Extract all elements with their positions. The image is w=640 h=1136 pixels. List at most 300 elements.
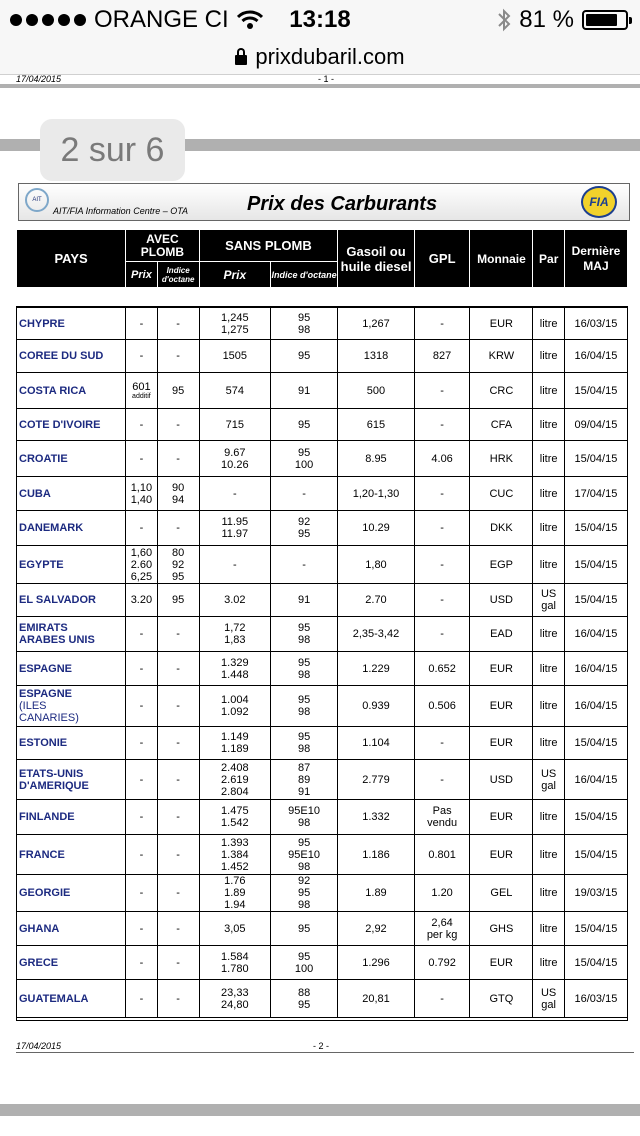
sp-ind-cell — [271, 727, 338, 760]
ap-prix-cell — [126, 340, 157, 373]
table-row — [17, 511, 628, 546]
sp-prix-cell — [199, 835, 270, 875]
gasoil-cell — [338, 477, 415, 511]
sp-prix-cell — [199, 980, 270, 1018]
sp-ind-value: 87 89 91 — [297, 761, 311, 798]
sp-prix-cell — [199, 727, 270, 760]
table-row — [17, 686, 628, 727]
monnaie-cell — [470, 980, 533, 1018]
ap-prix-cell — [126, 980, 157, 1018]
monnaie-value: KRW — [488, 350, 515, 362]
country-cell — [17, 946, 126, 980]
sp-prix-value: 23,33 24,80 — [221, 986, 249, 1011]
additive-note: additif — [132, 392, 151, 400]
gpl-value: 2,64 per kg — [426, 916, 458, 941]
country-name: FRANCE — [19, 848, 65, 861]
ap-prix-cell — [126, 875, 157, 912]
gpl-value: 0.652 — [428, 662, 456, 675]
sp-prix-cell — [199, 409, 270, 441]
ap-prix-value: - — [139, 662, 144, 675]
maj-value: 15/04/15 — [574, 558, 618, 571]
fuel-price-table — [16, 306, 628, 1021]
gpl-cell — [414, 800, 470, 835]
gpl-value: - — [440, 737, 444, 749]
spacer-cell — [17, 1018, 628, 1021]
country-name: EMIRATS ARABES UNIS — [19, 622, 95, 646]
ap-ind-cell — [157, 308, 199, 340]
gpl-cell — [414, 477, 470, 511]
maj-cell — [564, 980, 627, 1018]
par-value: litre — [539, 887, 558, 899]
ait-logo: AIT — [25, 188, 49, 212]
gpl-cell — [414, 441, 470, 477]
country-name: ETATS-UNIS D'AMERIQUE — [19, 767, 89, 792]
gasoil-value: 2.70 — [365, 594, 387, 606]
monnaie-cell — [470, 760, 533, 800]
sp-prix-cell — [199, 511, 270, 546]
gpl-cell — [414, 727, 470, 760]
previous-page-number: - 1 - — [318, 74, 335, 84]
monnaie-cell — [470, 617, 533, 652]
ap-ind-cell — [157, 835, 199, 875]
gpl-cell — [414, 308, 470, 340]
monnaie-value: HRK — [489, 452, 514, 465]
bluetooth-icon — [497, 8, 511, 32]
header-par: Par — [533, 230, 564, 288]
sp-ind-cell — [271, 373, 338, 409]
par-cell — [533, 912, 564, 946]
gpl-cell — [414, 584, 470, 617]
maj-value: 09/04/15 — [574, 418, 618, 431]
maj-value: 15/04/15 — [574, 922, 618, 935]
gasoil-value: 1.332 — [362, 811, 390, 823]
ap-ind-value: - — [176, 628, 180, 640]
maj-cell — [564, 875, 627, 912]
country-cell — [17, 980, 126, 1018]
gpl-value: - — [440, 773, 444, 786]
maj-value: 16/04/15 — [574, 773, 618, 786]
monnaie-cell — [470, 409, 533, 441]
sp-prix-cell — [199, 441, 270, 477]
sp-ind-value: 91 — [297, 384, 311, 397]
lock-icon — [235, 55, 247, 65]
sp-ind-cell — [271, 441, 338, 477]
document-title: Prix des Carburants — [247, 193, 438, 215]
par-value: litre — [539, 922, 558, 935]
table-row — [17, 760, 628, 800]
page-indicator: 2 sur 6 — [40, 119, 185, 181]
sp-prix-cell — [199, 477, 270, 511]
ap-ind-cell — [157, 727, 199, 760]
sp-prix-cell — [199, 546, 270, 584]
par-cell — [533, 373, 564, 409]
gpl-value: Pas vendu — [427, 805, 458, 829]
sp-prix-value: 1.584 1.780 — [221, 950, 249, 975]
gpl-cell — [414, 760, 470, 800]
gasoil-cell — [338, 546, 415, 584]
gasoil-cell — [338, 835, 415, 875]
par-value: litre — [539, 848, 558, 861]
table-row — [17, 980, 628, 1018]
gasoil-value: 2,92 — [365, 922, 387, 935]
country-cell — [17, 760, 126, 800]
footer-date: 17/04/2015 — [16, 1041, 62, 1051]
par-value: litre — [539, 522, 558, 534]
monnaie-value: EAD — [490, 628, 513, 640]
country-name: GUATEMALA — [19, 992, 89, 1005]
battery-fill — [586, 14, 617, 26]
monnaie-cell — [470, 373, 533, 409]
header-gasoil: Gasoil ou huile diesel — [338, 230, 415, 288]
status-right — [497, 6, 628, 34]
clock: 13:18 — [289, 6, 351, 33]
ap-ind-value: - — [176, 452, 180, 465]
gpl-cell — [414, 511, 470, 546]
table-row — [17, 727, 628, 760]
country-subtitle: (ILES CANARIES) — [19, 700, 79, 724]
gpl-cell — [414, 340, 470, 373]
ap-prix-cell — [126, 441, 157, 477]
sp-prix-value: 1,72 1,83 — [224, 622, 246, 646]
table-row — [17, 800, 628, 835]
country-name: FINLANDE — [19, 811, 75, 823]
monnaie-cell — [470, 835, 533, 875]
sp-prix-value: - — [232, 487, 237, 500]
country-name: ESTONIE — [19, 737, 68, 749]
gasoil-cell — [338, 617, 415, 652]
monnaie-value: USD — [489, 594, 514, 606]
gpl-value: - — [440, 384, 444, 397]
footer-page-number: - 2 - — [313, 1041, 330, 1051]
gasoil-value: 615 — [366, 418, 386, 431]
maj-value: 17/04/15 — [574, 487, 618, 500]
maj-value: 15/04/15 — [574, 956, 618, 969]
par-value: litre — [539, 384, 558, 397]
monnaie-value: EUR — [489, 848, 514, 861]
ap-prix-cell — [126, 800, 157, 835]
gasoil-cell — [338, 980, 415, 1018]
ap-prix-value: - — [139, 350, 144, 362]
ap-ind-cell — [157, 760, 199, 800]
sp-ind-value: 95 — [297, 418, 311, 431]
gpl-cell — [414, 617, 470, 652]
gpl-value: 0.506 — [428, 700, 456, 712]
ap-ind-cell — [157, 546, 199, 584]
par-cell — [533, 686, 564, 727]
gpl-cell — [414, 652, 470, 686]
table-row — [17, 340, 628, 373]
ap-prix-value: - — [139, 811, 144, 823]
sp-ind-cell — [271, 686, 338, 727]
gpl-value: 0.801 — [428, 848, 456, 861]
gpl-cell — [414, 946, 470, 980]
gasoil-value: 1,80 — [365, 558, 387, 571]
par-cell — [533, 546, 564, 584]
maj-value: 16/04/15 — [574, 662, 618, 675]
sp-ind-value: 95E10 98 — [288, 805, 320, 829]
gasoil-value: 1.104 — [362, 737, 390, 749]
maj-value: 15/04/15 — [574, 522, 618, 534]
gpl-value: - — [440, 522, 444, 534]
country-cell — [17, 441, 126, 477]
maj-cell — [564, 409, 627, 441]
gpl-value: - — [440, 594, 444, 606]
country-cell — [17, 308, 126, 340]
par-cell — [533, 477, 564, 511]
monnaie-value: EUR — [489, 700, 514, 712]
previous-page-date: 17/04/2015 — [16, 74, 62, 84]
ap-ind-cell — [157, 441, 199, 477]
ap-ind-value: 90 94 — [172, 481, 185, 506]
ap-ind-value: - — [176, 811, 180, 823]
ap-prix-cell — [126, 546, 157, 584]
header-avec-prix: Prix — [126, 262, 157, 288]
maj-value: 15/04/15 — [574, 384, 618, 397]
sp-ind-value: 95 98 — [297, 311, 311, 336]
monnaie-value: EGP — [489, 558, 514, 571]
par-cell — [533, 946, 564, 980]
monnaie-cell — [470, 912, 533, 946]
table-row — [17, 617, 628, 652]
maj-value: 15/04/15 — [574, 452, 618, 465]
header-sans-indice: Indice d'octane — [271, 262, 338, 288]
sp-ind-cell — [271, 760, 338, 800]
gpl-cell — [414, 373, 470, 409]
sp-ind-cell — [271, 584, 338, 617]
gpl-cell — [414, 409, 470, 441]
country-cell — [17, 912, 126, 946]
spacer-row — [17, 1018, 628, 1021]
par-value: litre — [539, 700, 558, 712]
ap-ind-value: - — [176, 350, 180, 362]
gasoil-cell — [338, 373, 415, 409]
gasoil-cell — [338, 409, 415, 441]
ap-ind-value: - — [176, 522, 180, 534]
par-cell — [533, 760, 564, 800]
ap-prix-value: - — [139, 737, 144, 749]
country-name: CROATIE — [19, 452, 68, 465]
monnaie-cell — [470, 652, 533, 686]
table-row — [17, 652, 628, 686]
country-cell — [17, 340, 126, 373]
monnaie-value: USD — [489, 773, 514, 786]
page-separator — [0, 84, 640, 88]
gasoil-value: 1.229 — [362, 662, 390, 675]
ap-prix-cell — [126, 727, 157, 760]
ap-prix-cell — [126, 835, 157, 875]
header-sans-prix: Prix — [199, 262, 270, 288]
gpl-value: 1.20 — [431, 887, 453, 899]
sp-prix-value: 574 — [225, 384, 244, 397]
ap-prix-cell — [126, 409, 157, 441]
sp-prix-value: 1505 — [222, 350, 248, 362]
monnaie-value: CRC — [489, 384, 514, 397]
ap-prix-value: - — [139, 418, 144, 431]
maj-value: 16/04/15 — [574, 700, 618, 712]
maj-cell — [564, 800, 627, 835]
ap-ind-value: 95 — [172, 594, 185, 606]
maj-value: 15/04/15 — [574, 737, 618, 749]
par-value: litre — [539, 487, 558, 500]
header-avec-indice: Indice d'octane — [157, 262, 199, 288]
country-cell — [17, 875, 126, 912]
table-row — [17, 912, 628, 946]
maj-cell — [564, 546, 627, 584]
monnaie-value: EUR — [489, 317, 514, 330]
sp-prix-value: 3,05 — [224, 922, 246, 935]
country-cell — [17, 686, 126, 727]
gasoil-value: 2,35-3,42 — [352, 628, 400, 640]
gpl-cell — [414, 912, 470, 946]
maj-cell — [564, 373, 627, 409]
table-row — [17, 875, 628, 912]
ap-ind-cell — [157, 946, 199, 980]
ap-ind-value: - — [176, 700, 180, 712]
sp-ind-cell — [271, 835, 338, 875]
sp-ind-cell — [271, 912, 338, 946]
gasoil-value: 500 — [366, 384, 386, 397]
country-name: ESPAGNE — [19, 662, 72, 675]
country-cell — [17, 477, 126, 511]
gpl-value: 827 — [432, 350, 452, 362]
monnaie-cell — [470, 584, 533, 617]
ap-prix-value: - — [139, 522, 144, 534]
ap-prix-value: - — [139, 848, 144, 861]
par-value: litre — [539, 418, 558, 431]
gasoil-value: 10.29 — [362, 522, 390, 534]
ap-ind-cell — [157, 912, 199, 946]
par-cell — [533, 727, 564, 760]
sp-ind-value: 95 98 — [297, 622, 311, 646]
country-name: CHYPRE — [19, 317, 65, 330]
ap-ind-value: - — [176, 418, 180, 431]
sp-prix-value: 1.76 1.89 1.94 — [224, 875, 246, 911]
header-pays: PAYS — [17, 230, 126, 288]
maj-value: 15/04/15 — [574, 594, 618, 606]
par-value: litre — [539, 956, 558, 969]
ap-ind-value: - — [176, 848, 180, 861]
ap-ind-value: 95 — [172, 384, 185, 397]
address-bar[interactable] — [0, 40, 640, 75]
ap-ind-cell — [157, 617, 199, 652]
ap-prix-cell — [126, 477, 157, 511]
country-name: DANEMARK — [19, 522, 84, 534]
gpl-value: - — [440, 418, 444, 431]
maj-value: 16/03/15 — [574, 317, 618, 330]
carrier-name: ORANGE CI — [94, 6, 229, 33]
ap-prix-cell — [126, 308, 157, 340]
fia-logo: FIA — [581, 186, 617, 218]
gasoil-cell — [338, 441, 415, 477]
maj-value: 16/04/15 — [574, 350, 618, 362]
table-row — [17, 373, 628, 409]
maj-cell — [564, 584, 627, 617]
ap-prix-value: - — [139, 956, 144, 969]
ap-ind-value: 80 92 95 — [172, 546, 185, 583]
ap-prix-value: - — [139, 887, 144, 899]
sp-ind-cell — [271, 308, 338, 340]
sp-prix-cell — [199, 875, 270, 912]
table-row — [17, 584, 628, 617]
gasoil-value: 2.779 — [362, 773, 390, 786]
country-name: GEORGIE — [19, 887, 71, 899]
par-value: US gal — [540, 588, 557, 612]
ap-prix-cell — [126, 946, 157, 980]
country-cell — [17, 652, 126, 686]
header-monnaie: Monnaie — [470, 230, 533, 288]
url-text[interactable]: prixdubaril.com — [255, 44, 405, 69]
battery-percent: 81 % — [519, 6, 574, 33]
country-cell — [17, 727, 126, 760]
par-cell — [533, 584, 564, 617]
monnaie-cell — [470, 511, 533, 546]
ap-prix-cell — [126, 686, 157, 727]
sp-ind-value: 92 95 — [297, 516, 311, 540]
sp-prix-cell — [199, 686, 270, 727]
sp-ind-cell — [271, 875, 338, 912]
gasoil-cell — [338, 800, 415, 835]
maj-value: 15/04/15 — [574, 811, 618, 823]
maj-cell — [564, 308, 627, 340]
monnaie-cell — [470, 727, 533, 760]
sp-ind-value: 95 100 — [294, 446, 314, 471]
monnaie-cell — [470, 441, 533, 477]
header-avec-plomb: AVEC PLOMB — [126, 230, 199, 262]
ap-prix-value: - — [139, 992, 144, 1005]
ap-ind-value: - — [176, 956, 180, 969]
par-value: litre — [539, 350, 558, 362]
monnaie-cell — [470, 308, 533, 340]
monnaie-value: EUR — [489, 811, 514, 823]
ap-ind-cell — [157, 875, 199, 912]
monnaie-cell — [470, 546, 533, 584]
gpl-value: 0.792 — [428, 956, 456, 969]
par-value: litre — [539, 737, 558, 749]
sp-prix-cell — [199, 912, 270, 946]
ap-ind-value: - — [176, 737, 180, 749]
maj-cell — [564, 441, 627, 477]
monnaie-cell — [470, 800, 533, 835]
maj-cell — [564, 340, 627, 373]
gasoil-value: 1,20-1,30 — [352, 487, 400, 500]
ap-prix-cell — [126, 511, 157, 546]
sp-ind-value: - — [302, 558, 306, 571]
ap-prix-cell — [126, 617, 157, 652]
maj-cell — [564, 727, 627, 760]
monnaie-value: DKK — [490, 522, 513, 534]
par-cell — [533, 308, 564, 340]
gasoil-cell — [338, 584, 415, 617]
table-row — [17, 441, 628, 477]
ap-ind-cell — [157, 511, 199, 546]
maj-value: 19/03/15 — [574, 887, 618, 899]
sp-ind-cell — [271, 511, 338, 546]
sp-prix-value: 715 — [225, 418, 244, 431]
country-cell — [17, 584, 126, 617]
sp-prix-cell — [199, 652, 270, 686]
page-separator — [0, 1104, 640, 1116]
monnaie-value: GTQ — [489, 992, 514, 1005]
country-cell — [17, 546, 126, 584]
sp-ind-value: 91 — [297, 594, 311, 606]
gasoil-value: 1.296 — [362, 956, 390, 969]
par-cell — [533, 617, 564, 652]
par-value: litre — [539, 452, 558, 465]
ap-ind-value: - — [176, 662, 180, 675]
country-cell — [17, 617, 126, 652]
ap-prix-value: 1,10 1,40 — [130, 481, 153, 506]
sp-prix-cell — [199, 373, 270, 409]
